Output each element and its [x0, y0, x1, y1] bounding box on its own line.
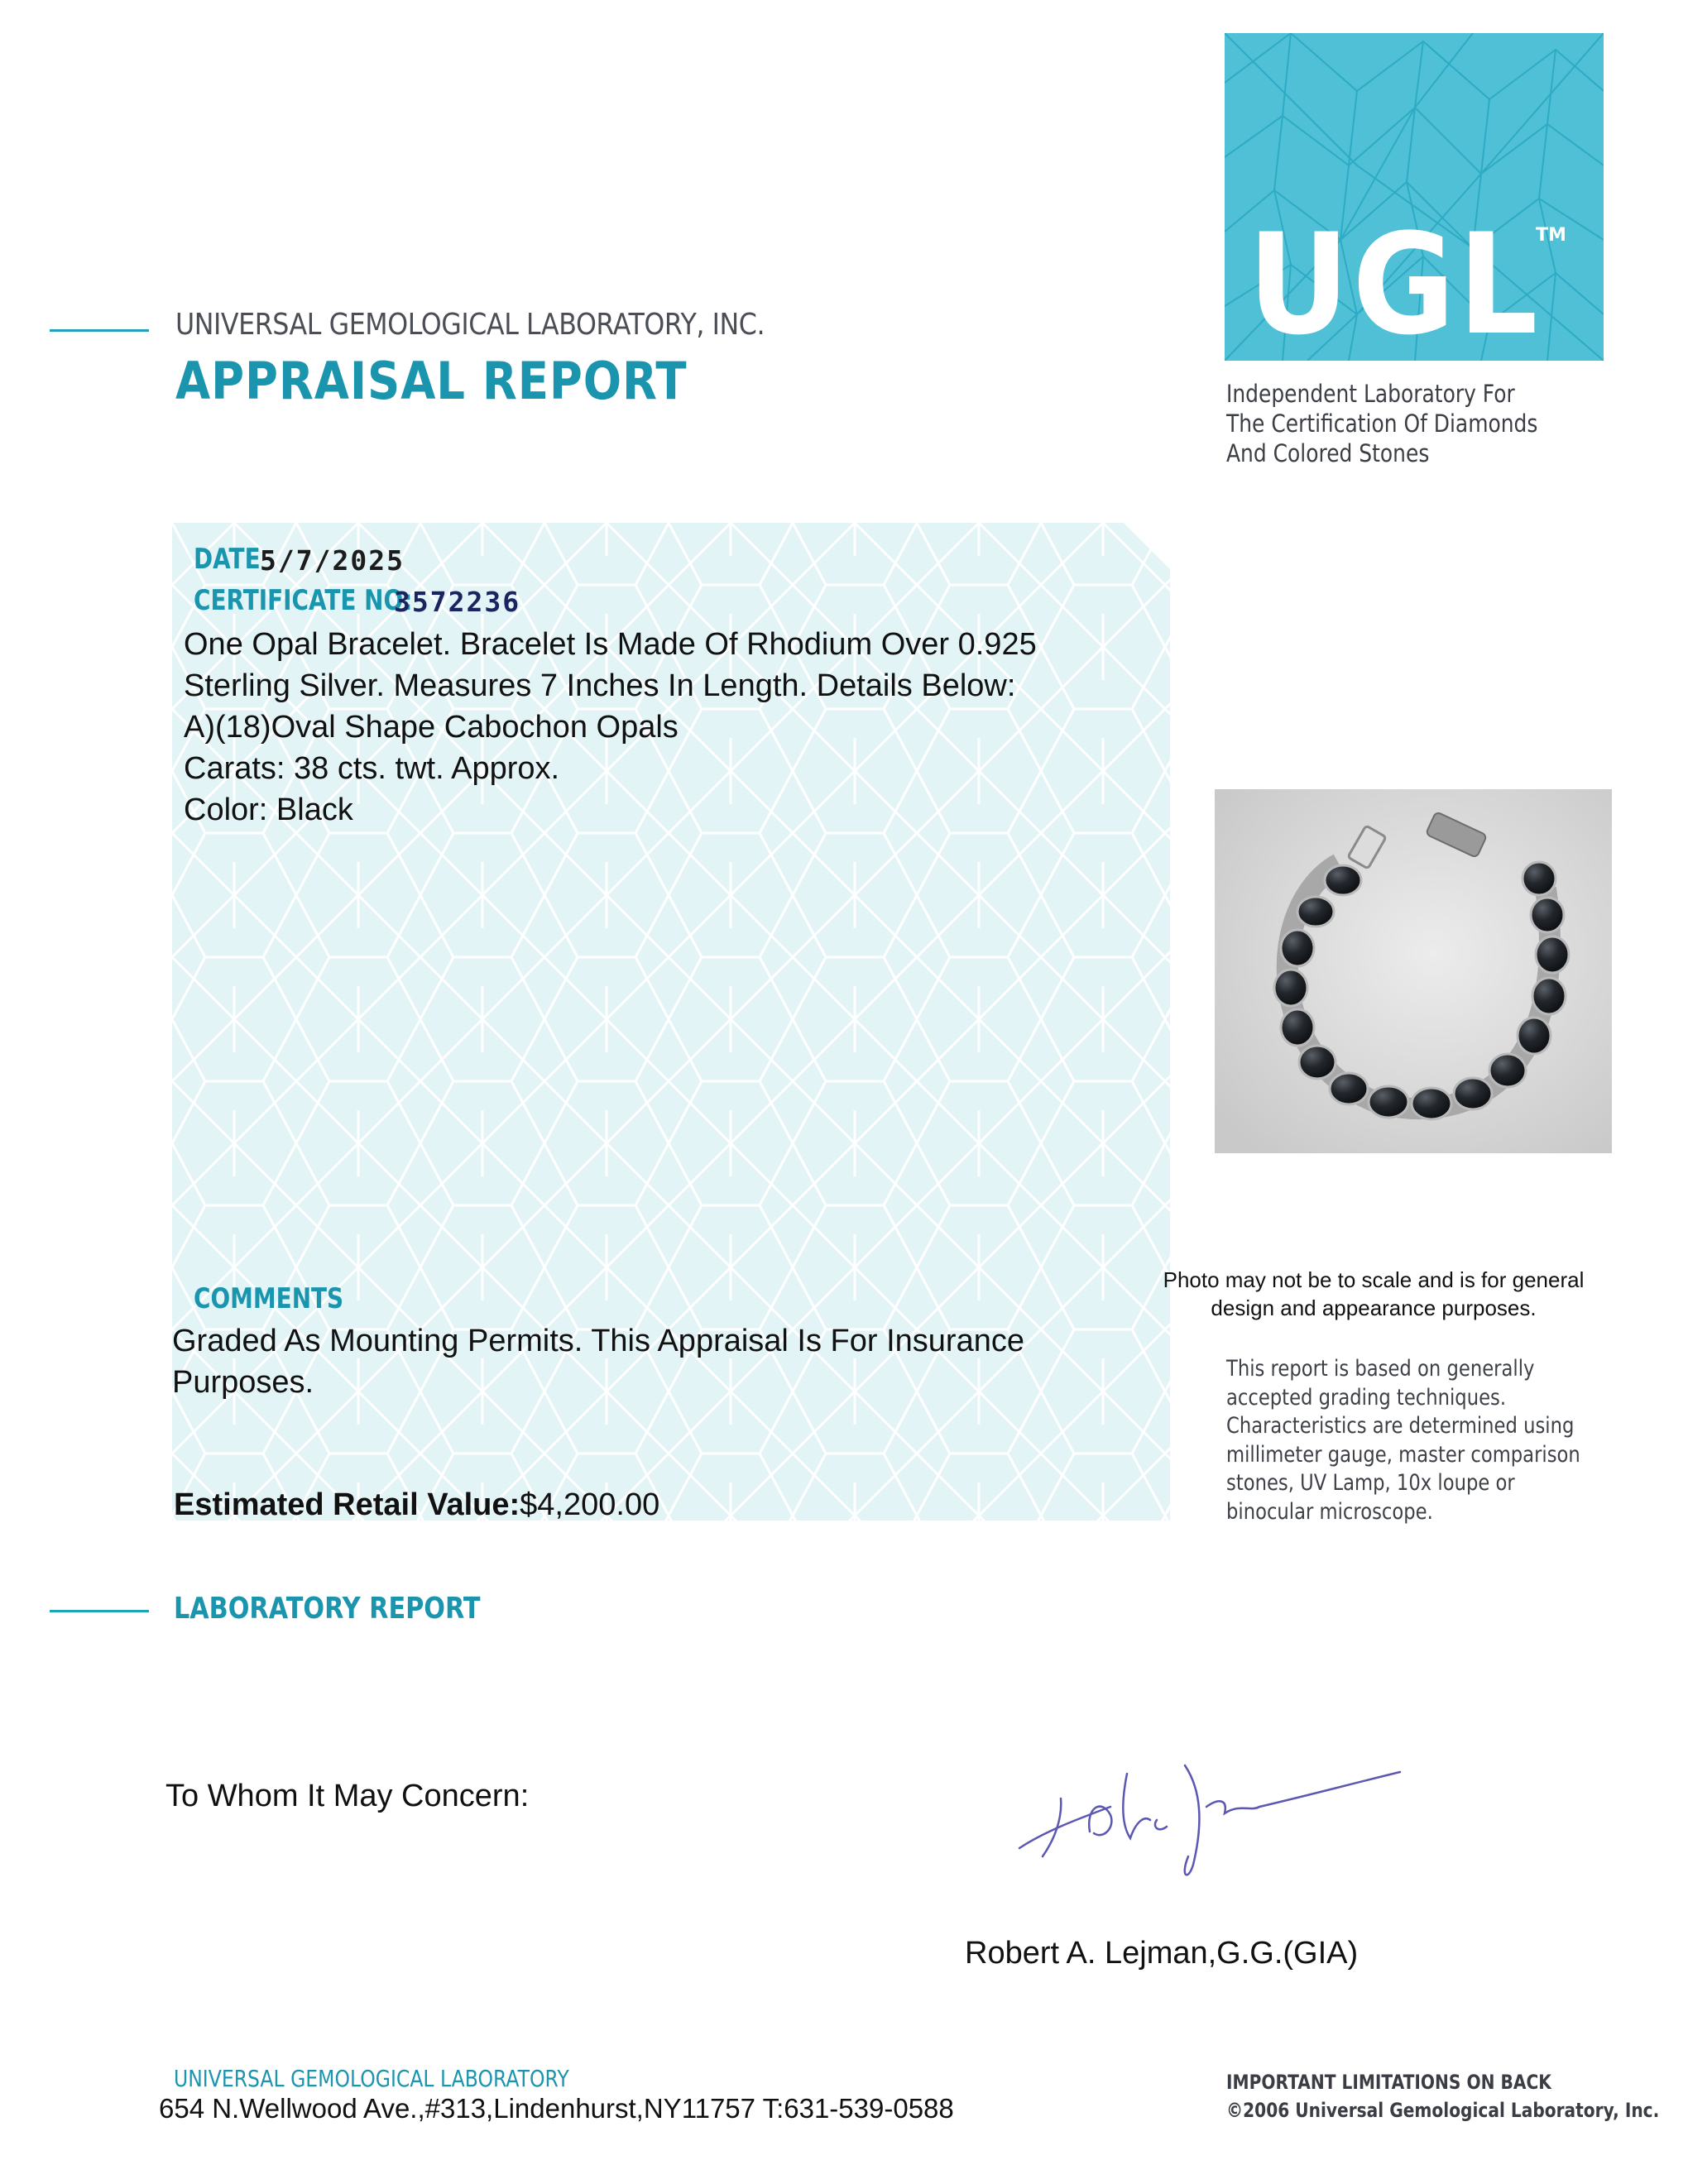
comments-text: Graded As Mounting Permits. This Appraisal Is For Insurance Purposes. [172, 1324, 1024, 1400]
certificate-number: 3572236 [394, 586, 521, 618]
item-description [184, 624, 1037, 831]
photo-disclaimer: Photo may not be to scale and is for general design and appearance purposes. [1163, 1267, 1585, 1320]
date-label: DATE [194, 543, 261, 576]
footer-lab-name: UNIVERSAL GEMOLOGICAL LABORATORY [174, 2065, 569, 2092]
basis-line: This report is based on generally [1226, 1356, 1535, 1382]
description-line: Color: Black [184, 793, 353, 827]
certificate-label: CERTIFICATE NO: [194, 584, 413, 617]
signer-name: Robert A. Lejman,G.G.(GIA) [965, 1936, 1359, 1971]
signature [1011, 1741, 1408, 1885]
tagline-line: The Certification Of Diamonds [1226, 410, 1538, 438]
laboratory-report-heading: LABORATORY REPORT [174, 1592, 481, 1626]
comments-label: COMMENTS [194, 1282, 344, 1315]
signature-image [1011, 1741, 1408, 1881]
footer-legal [1226, 2068, 1659, 2124]
ugl-logo [1225, 33, 1604, 361]
footer-address: 654 N.Wellwood Ave.,#313,Lindenhurst,NY11757 T:631-539-0588 [159, 2093, 954, 2124]
bracelet-image [1215, 789, 1612, 1153]
basis-line: stones, UV Lamp, 10x loupe or [1226, 1470, 1515, 1496]
description-line: A)(18)Oval Shape Cabochon Opals [184, 710, 679, 745]
retail-label: Estimated Retail Value: [174, 1487, 520, 1522]
copyright-notice: ©2006 Universal Gemological Laboratory, Inc. [1226, 2099, 1660, 2122]
estimated-retail-value [174, 1487, 659, 1523]
lab-report-rule [50, 1610, 149, 1612]
salutation: To Whom It May Concern: [165, 1779, 530, 1813]
limitations-notice: IMPORTANT LIMITATIONS ON BACK [1226, 2071, 1551, 2094]
grading-basis-note [1226, 1355, 1580, 1526]
description-line: Carats: 38 cts. twt. Approx. [184, 751, 560, 786]
report-title: APPRAISAL REPORT [175, 351, 688, 411]
logo-wordmark: UGL [1248, 204, 1542, 361]
lab-name-heading: UNIVERSAL GEMOLOGICAL LABORATORY, INC. [175, 308, 765, 342]
description-line: Sterling Silver. Measures 7 Inches In Length. Details Below: [184, 668, 1016, 703]
header-rule [50, 329, 149, 332]
tagline-line: And Colored Stones [1226, 439, 1430, 467]
basis-line: accepted grading techniques. [1226, 1384, 1507, 1410]
logo-tagline [1226, 379, 1537, 468]
basis-line: millimeter gauge, master comparison [1226, 1441, 1580, 1468]
bracelet-photo [1215, 789, 1612, 1153]
basis-line: Characteristics are determined using [1226, 1413, 1575, 1439]
tagline-line: Independent Laboratory For [1226, 380, 1515, 408]
retail-value: $4,200.00 [520, 1487, 660, 1522]
logo-trademark: TM [1536, 225, 1566, 246]
basis-line: binocular microscope. [1226, 1498, 1433, 1525]
description-line: One Opal Bracelet. Bracelet Is Made Of Rhodium Over 0.925 [184, 627, 1037, 662]
date-value: 5/7/2025 [260, 544, 405, 577]
